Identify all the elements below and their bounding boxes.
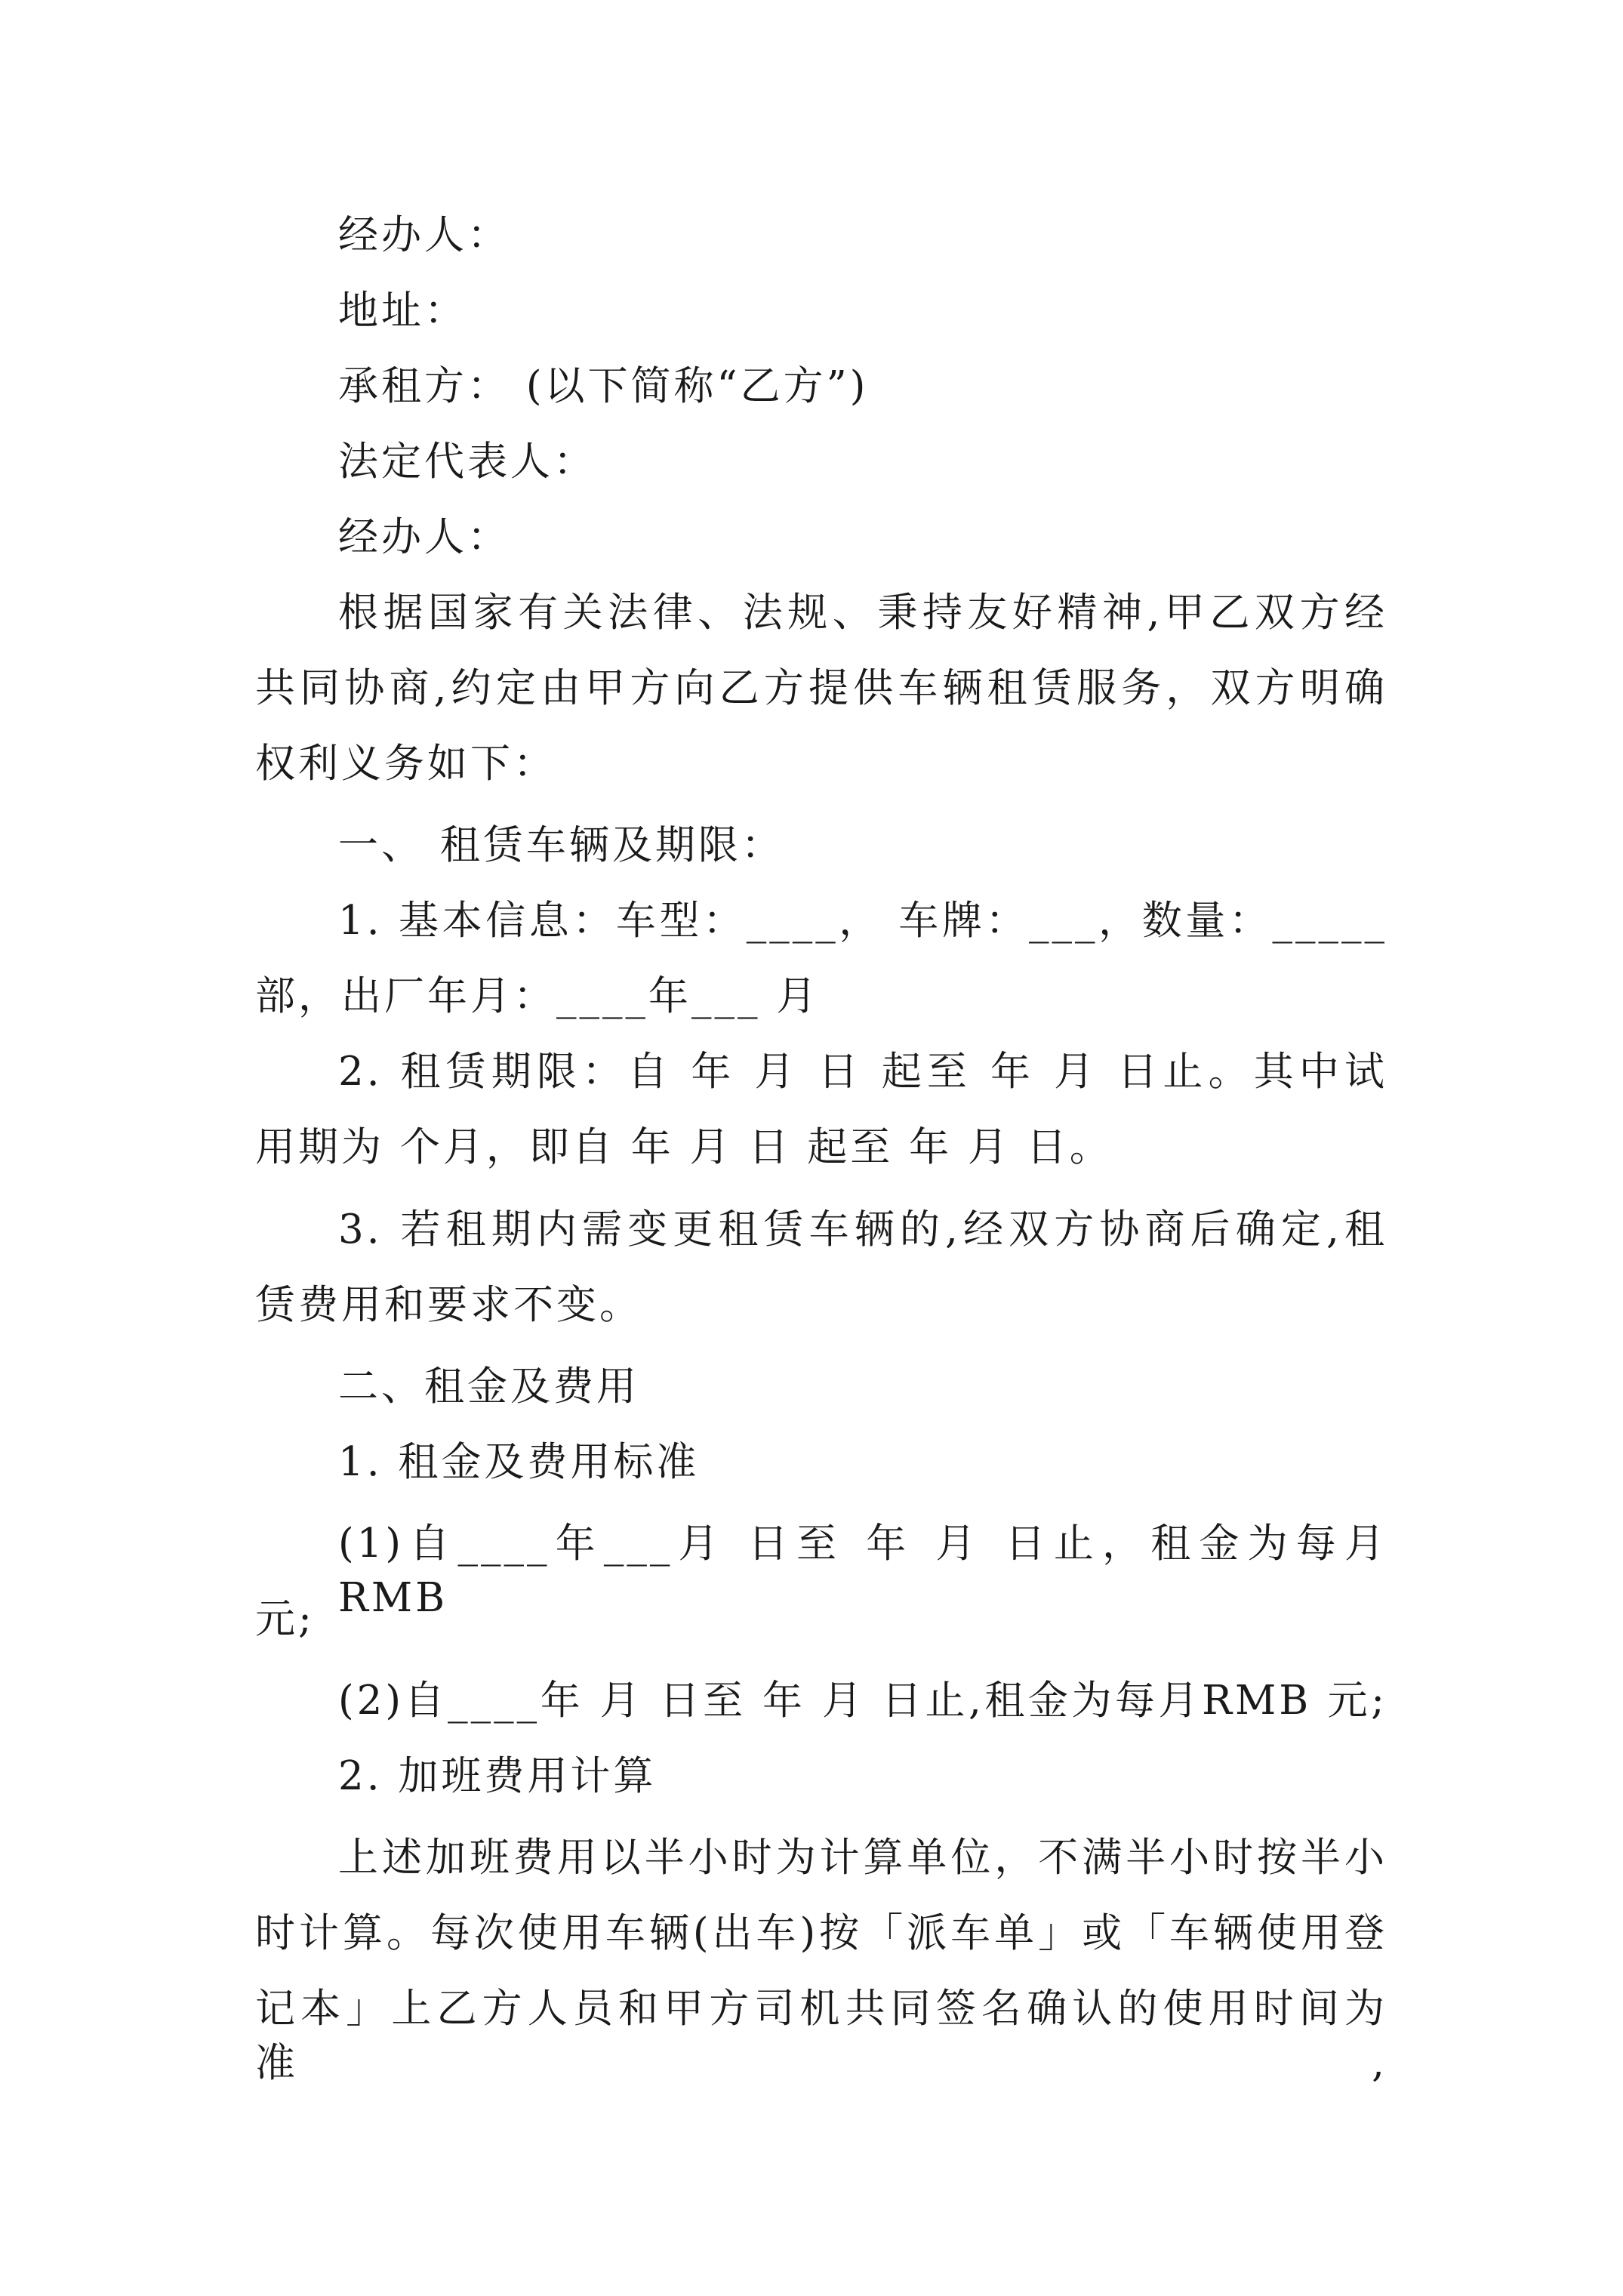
text-line: 权利义务如下：: [255, 741, 556, 787]
text-line: 共同协商,约定由甲方向乙方提供车辆租赁服务，双方明确: [255, 665, 1387, 711]
text-line: 3. 若租期内需变更租赁车辆的,经双方协商后确定,租: [338, 1207, 1387, 1253]
text-line: 2. 租赁期限：自 年 月 日 起至 年 月 日止。其中试: [338, 1049, 1387, 1095]
text-line: 承租方： (以下简称“乙方”): [338, 363, 869, 409]
text-line: 用期为 个月，即自 年 月 日 起至 年 月 日。: [255, 1124, 1113, 1170]
text-line: 一、 租赁车辆及期限：: [338, 822, 784, 868]
text-line: 二、租金及费用: [338, 1364, 639, 1410]
text-line: 上述加班费用以半小时为计算单位，不满半小时按半小: [338, 1835, 1387, 1881]
text-line: (2)自____年 月 日至 年 月 日止,租金为每月RMB 元;: [338, 1678, 1387, 1724]
text-line: 1. 基本信息：车型：____， 车牌：___，数量：_____: [338, 898, 1387, 944]
text-line: 元;: [255, 1596, 315, 1642]
text-line: 1. 租金及费用标准: [338, 1439, 700, 1485]
text-line: 经办人：: [338, 514, 510, 560]
text-line: 地址：: [338, 288, 467, 334]
text-line: 记本」上乙方人员和甲方司机共同签名确认的使用时间为准,: [255, 1986, 1387, 2086]
text-line: (1)自____年___月 日至 年 月 日止，租金为每月 RMB: [338, 1521, 1387, 1621]
text-line: 法定代表人：: [338, 439, 596, 485]
text-line: 部，出厂年月：____年___ 月: [255, 973, 820, 1019]
text-line: 经办人：: [338, 212, 510, 258]
text-line: 时计算。每次使用车辆(出车)按「派车单」或「车辆使用登: [255, 1910, 1387, 1956]
text-line: 2. 加班费用计算: [338, 1753, 657, 1799]
text-line: 赁费用和要求不变。: [255, 1282, 642, 1328]
text-line: 根据国家有关法律、法规、秉持友好精神,甲乙双方经: [338, 590, 1387, 636]
